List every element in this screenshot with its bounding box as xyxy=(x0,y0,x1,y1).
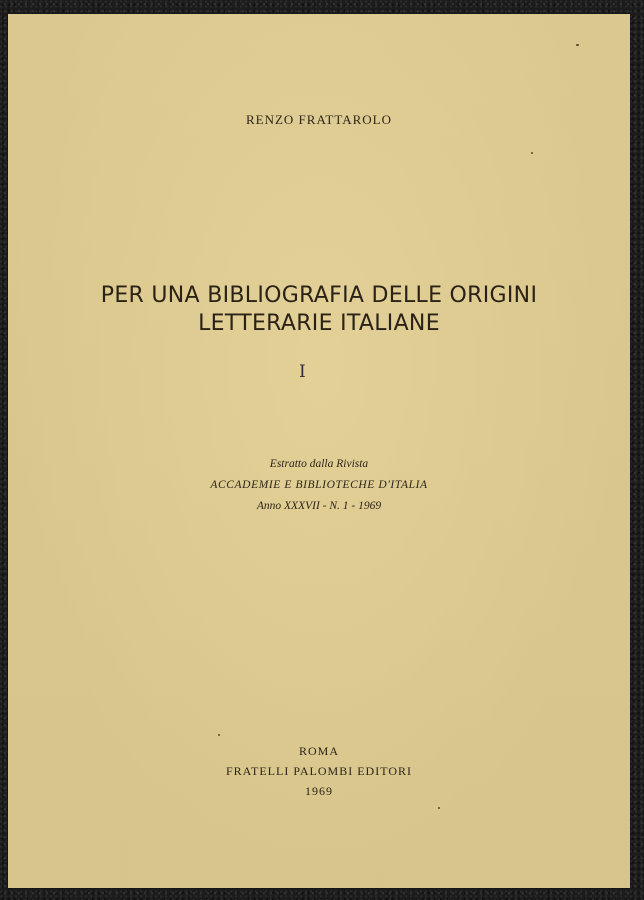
journal-name: ACCADEMIE E BIBLIOTECHE D'ITALIA xyxy=(210,479,428,491)
title-line-1: PER UNA BIBLIOGRAFIA DELLE ORIGINI xyxy=(100,283,538,308)
imprint-year: 1969 xyxy=(305,784,333,798)
book-cover xyxy=(8,14,630,888)
title-line-2: LETTERARIE ITALIANE xyxy=(198,311,440,336)
paper-speck xyxy=(576,44,579,46)
journal-issue: Anno XXXVII - N. 1 - 1969 xyxy=(256,500,382,512)
book-title xyxy=(8,282,630,338)
paper-speck xyxy=(438,807,440,809)
extract-note xyxy=(8,454,630,517)
publisher-imprint xyxy=(8,741,630,801)
author-name: RENZO FRATTAROLO xyxy=(245,112,393,127)
paper-speck xyxy=(531,152,533,154)
handwritten-volume-mark: I xyxy=(299,362,306,382)
extract-line: Estratto dalla Rivista xyxy=(269,458,369,470)
imprint-city: ROMA xyxy=(298,744,339,758)
paper-speck xyxy=(218,734,220,736)
imprint-publisher: FRATELLI PALOMBI EDITORI xyxy=(225,764,412,778)
